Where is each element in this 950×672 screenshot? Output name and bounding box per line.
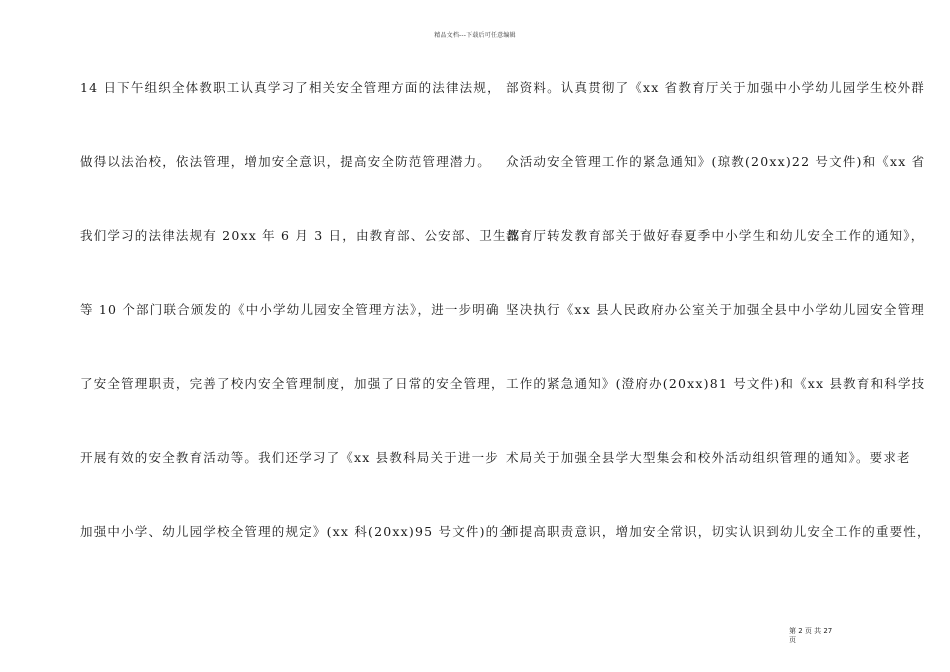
text-line: 14 日下午组织全体教职工认真学习了相关安全管理方面的法律法规， (80, 80, 501, 95)
page-header: 精品文档---下载后可任意编辑 (434, 32, 516, 39)
page-number (789, 627, 849, 645)
text-line: 我们学习的法律法规有 20xx 年 6 月 3 日，由教育部、公安部、卫生部 (80, 228, 521, 243)
text-line: 加强中小学、幼儿园学校全管理的规定》(xx 科(20xx)95 号文件)的全 (80, 524, 514, 539)
page-number-line: 第 2 页 共 27 (789, 627, 833, 635)
page-number-line: 页 (789, 636, 796, 644)
text-line: 等 10 个部门联合颁发的《中小学幼儿园安全管理方法》，进一步明确 (80, 302, 500, 317)
text-line: 开展有效的安全教育活动等。我们还学习了《xx 县教科局关于进一步 (80, 450, 499, 465)
text-line: 做得以法治校，依法管理，增加安全意识，提高安全防范管理潜力。 (80, 154, 492, 169)
text-line: 教育厅转发教育部关于做好春夏季中小学生和幼儿安全工作的通知》， (506, 228, 925, 243)
left-column (80, 78, 521, 596)
text-line: 众活动安全管理工作的紧急通知》(琼教(20xx)22 号文件)和《xx 省 (506, 154, 926, 169)
right-column (506, 78, 931, 596)
text-line: 工作的紧急通知》(澄府办(20xx)81 号文件)和《xx 县教育和科学技 (506, 376, 926, 391)
text-line: 师提高职责意识，增加安全常识，切实认识到幼儿安全工作的重要性， (506, 524, 931, 539)
text-line: 术局关于加强全县学大型集会和校外活动组织管理的通知》。要求老 (506, 450, 911, 465)
text-line: 坚决执行《xx 县人民政府办公室关于加强全县中小学幼儿园安全管理 (506, 302, 925, 317)
text-line: 部资料。认真贯彻了《xx 省教育厅关于加强中小学幼儿园学生校外群 (506, 80, 925, 95)
text-line: 了安全管理职责，完善了校内安全管理制度，加强了日常的安全管理， (80, 376, 505, 391)
